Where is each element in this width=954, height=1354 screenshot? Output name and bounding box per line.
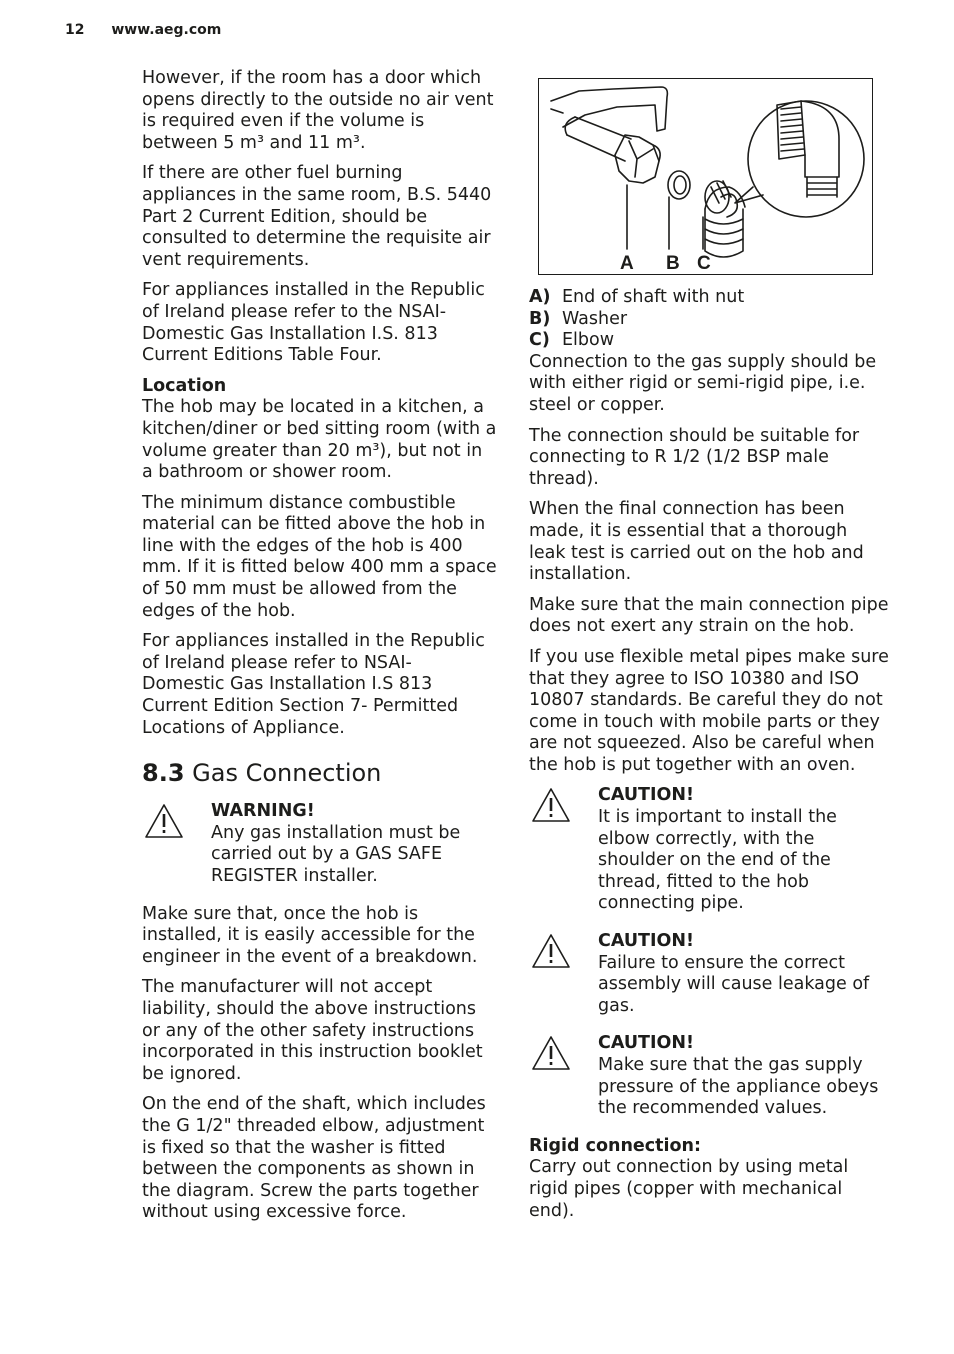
left-column	[142, 68, 498, 1233]
location-section	[142, 376, 498, 484]
caution-text: Make sure that the gas supply pressure of the appliance obeys the recommended values.	[598, 1055, 879, 1119]
legend-text: Washer	[562, 308, 628, 329]
page-number: 12	[65, 22, 85, 38]
warning-text: Any gas installation must be carried out by a GAS SAFE REGISTER installer.	[211, 822, 461, 886]
legend-key: A)	[529, 287, 551, 307]
rigid-heading: Rigid connection:	[529, 1135, 702, 1156]
legend-item	[529, 309, 889, 331]
caution-notice	[529, 1033, 889, 1119]
rigid-connection-section	[529, 1136, 889, 1222]
caution-text: Failure to ensure the correct assembly will cause leakage of gas.	[598, 952, 870, 1016]
paragraph: However, if the room has a door which opens directly to the outside no air vent is required even if the volume is between 5 m³ and 11 m³.	[142, 68, 494, 153]
site-url: www.aeg.com	[111, 22, 222, 38]
caution-notice	[529, 785, 889, 915]
section-heading	[142, 759, 498, 787]
warning-notice	[142, 801, 498, 887]
legend-key: B)	[529, 308, 551, 329]
warning-title: WARNING!	[211, 801, 315, 822]
legend-item	[529, 330, 889, 352]
paragraph: Make sure that the main connection pipe does not exert any strain on the hob.	[529, 594, 889, 637]
warning-icon	[144, 803, 184, 839]
paragraph: For appliances installed in the Republic of Ireland please refer to NSAI- Domestic Gas Installation I.S 813 Current Edition Section 7- Permitted Locations of Appliance.	[142, 631, 485, 738]
rigid-text: Carry out connection by using metal rigid pipes (copper with mechanical end).	[529, 1157, 849, 1221]
paragraph: If there are other fuel burning appliances in the same room, B.S. 5440 Part 2 Current Edition, should be consulted to determine the requisite air vent requirements.	[142, 163, 492, 270]
warning-icon	[531, 933, 571, 969]
label-c: C	[697, 253, 711, 274]
legend-key: C)	[529, 330, 550, 351]
location-text: The hob may be located in a kitchen, a kitchen/diner or bed sitting room (with a volume greater than 20 m³), but not in a bathroom or shower room.	[142, 397, 497, 483]
label-b: B	[666, 253, 680, 274]
gas-connection-diagram	[538, 78, 873, 275]
paragraph: When the final connection has been made, it is essential that a thorough leak test is carried out on the hob and installation.	[529, 499, 864, 585]
right-column	[529, 287, 889, 1231]
location-heading: Location	[142, 375, 227, 396]
legend-text: Elbow	[562, 330, 615, 351]
figure-legend	[529, 287, 889, 352]
paragraph: The manufacturer will not accept liability, should the above instructions or any of the other safety instructions incorporated in this instruction booklet be ignored.	[142, 977, 483, 1084]
paragraph: Connection to the gas supply should be with either rigid or semi-rigid pipe, i.e. steel or copper.	[529, 351, 877, 415]
warning-icon	[531, 787, 571, 823]
paragraph: If you use flexible metal pipes make sure that they agree to ISO 10380 and ISO 10807 standards. Be careful they do not come in touch with mobile parts or they are not squeezed. Also be careful when the hob is put together with an oven.	[529, 646, 889, 775]
label-a: A	[620, 253, 634, 274]
caution-title: CAUTION!	[598, 1033, 695, 1054]
caution-title: CAUTION!	[598, 931, 695, 952]
caution-notice	[529, 931, 889, 1017]
paragraph: On the end of the shaft, which includes the G 1/2" threaded elbow, adjustment is fixed so that the washer is fitted between the components as shown in the diagram. Screw the parts together without using excessive force.	[142, 1094, 486, 1223]
caution-title: CAUTION!	[598, 785, 695, 806]
section-title: Gas Connection	[192, 759, 382, 788]
caution-text: It is important to install the elbow correctly, with the shoulder on the end of the thread, fitted to the hob connecting pipe.	[598, 807, 837, 914]
paragraph: The minimum distance combustible material can be fitted above the hob in line with the edges of the hob is 400 mm. If it is fitted below 400 mm a space of 50 mm must be allowed from the edges of the hob.	[142, 492, 497, 621]
legend-item	[529, 287, 889, 309]
paragraph: The connection should be suitable for connecting to R 1/2 (1/2 BSP male thread).	[529, 425, 860, 489]
page-header	[65, 22, 221, 38]
legend-text: End of shaft with nut	[562, 287, 745, 307]
paragraph: For appliances installed in the Republic of Ireland please refer to the NSAI- Domestic Gas Installation I.S. 813 Current Editions Table Four.	[142, 280, 485, 366]
paragraph: Make sure that, once the hob is installed, it is easily accessible for the engineer in the event of a breakdown.	[142, 903, 478, 967]
section-number: 8.3	[142, 759, 185, 788]
warning-icon	[531, 1035, 571, 1071]
